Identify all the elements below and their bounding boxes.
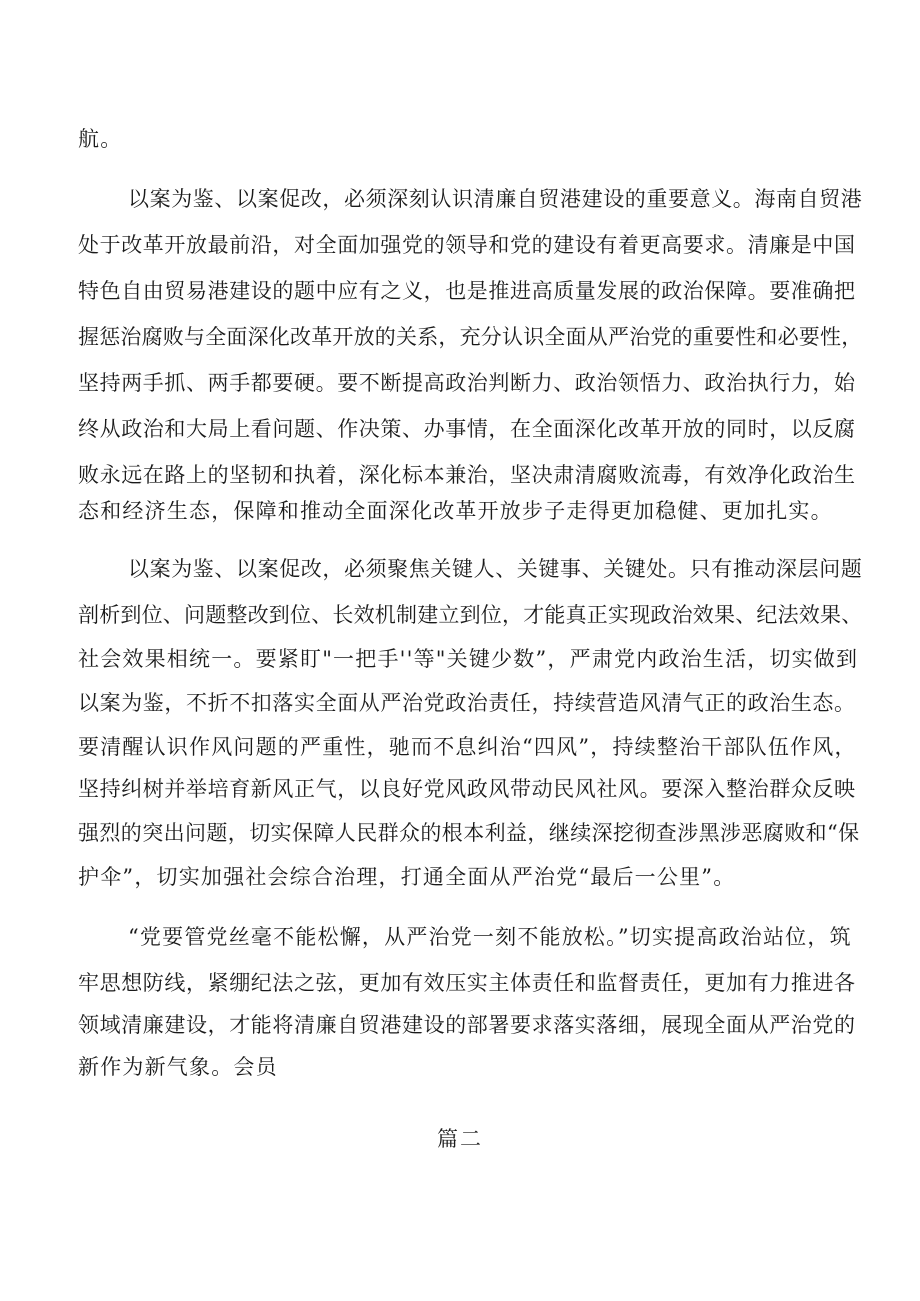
- paragraph-line: 握惩治腐败与全面深化改革开放的关系，充分认识全面从严治党的重要性和必要性，: [78, 325, 863, 349]
- paragraph-line: 新作为新气象。会员: [78, 1055, 278, 1079]
- paragraph-line: 剖析到位、问题整改到位、长效机制建立到位，才能真正实现政治效果、纪法效果、: [78, 603, 863, 627]
- fragment-line: 航。: [78, 127, 123, 151]
- paragraph-line: 护伞”，切实加强社会综合治理，打通全面从严治党“最后一公里”。: [78, 865, 736, 889]
- paragraph-line: 终从政治和大局上看问题、作决策、办事情，在全面深化改革开放的同时，以反腐: [78, 417, 856, 441]
- paragraph-line: 态和经济生态，保障和推动全面深化改革开放步子走得更加稳健、更加扎实。: [78, 499, 833, 523]
- paragraph-line: 牢思想防线，紧绷纪法之弦，更加有效压实主体责任和监督责任，更加有力推进各: [78, 971, 856, 995]
- paragraph-line: 要清醒认识作风问题的严重性，驰而不息纠治“四风”，持续整治干部队伍作风，: [78, 735, 857, 759]
- paragraph-line: “党要管党丝毫不能松懈，从严治党一刻不能放松。”切实提高政治站位，筑: [128, 925, 852, 949]
- paragraph-line: 处于改革开放最前沿，对全面加强党的领导和党的建设有着更高要求。清廉是中国: [78, 233, 856, 257]
- paragraph-line: 领域清廉建设，才能将清廉自贸港建设的部署要求落实落细，展现全面从严治党的: [78, 1013, 856, 1037]
- paragraph-line: 坚持纠树并举培育新风正气，以良好党风政风带动民风社风。要深入整治群众反映: [78, 777, 856, 801]
- paragraph-line: 坚持两手抓、两手都要硬。要不断提高政治判断力、政治领悟力、政治执行力，始: [78, 371, 856, 395]
- paragraph-line: 败永远在路上的坚韧和执着，深化标本兼治，坚决肃清腐败流毒，有效净化政治生: [78, 463, 856, 487]
- paragraph-line: 以案为鉴、以案促改，必须聚焦关键人、关键事、关键处。只有推动深层问题: [128, 557, 863, 581]
- section-heading: 篇二: [437, 1127, 483, 1151]
- paragraph-line: 以案为鉴，不折不扣落实全面从严治党政治责任，持续营造风清气正的政治生态。: [78, 691, 856, 715]
- paragraph-line: 以案为鉴、以案促改，必须深刻认识清廉自贸港建设的重要意义。海南自贸港: [128, 187, 863, 211]
- paragraph-line: 社会效果相统一。要紧盯"一把手''等"关键少数”，严肃党内政治生活，切实做到: [78, 647, 859, 671]
- paragraph-line: 强烈的突出问题，切实保障人民群众的根本利益，继续深挖彻查涉黑涉恶腐败和“保: [78, 821, 860, 845]
- paragraph-line: 特色自由贸易港建设的题中应有之义，也是推进高质量发展的政治保障。要准确把: [78, 279, 856, 303]
